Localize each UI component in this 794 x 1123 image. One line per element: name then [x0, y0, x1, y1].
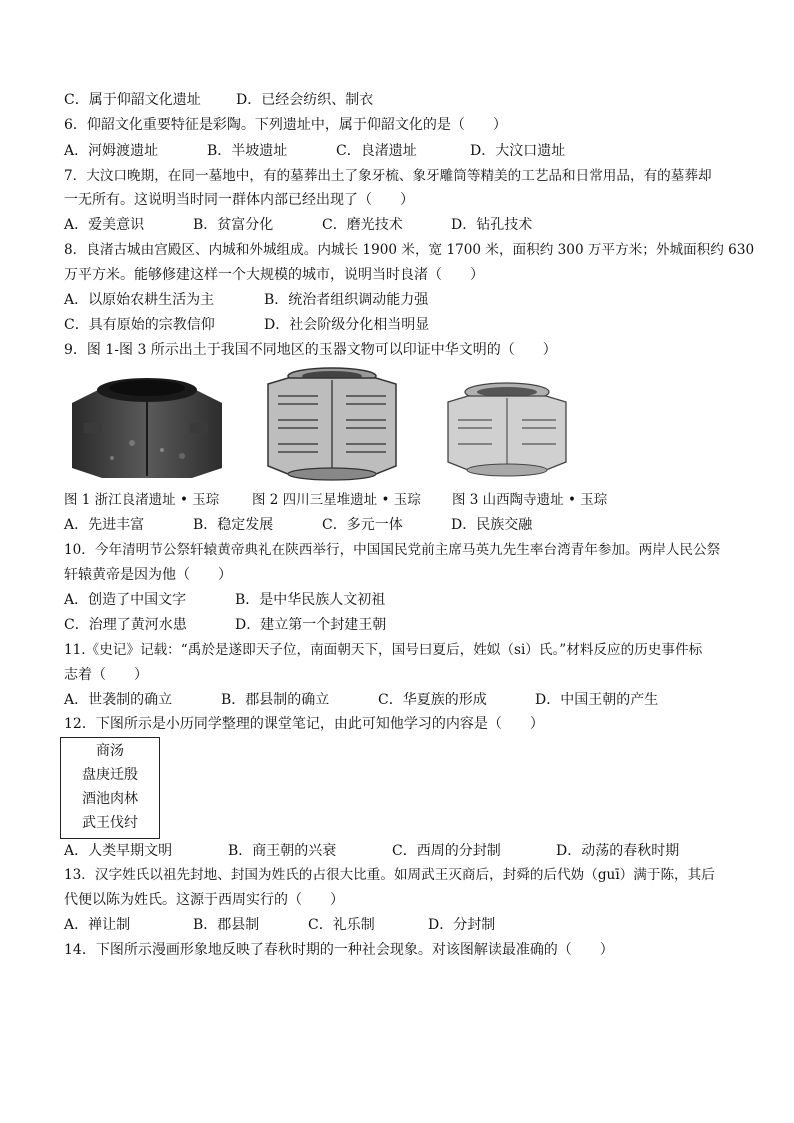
jade-cong-figure-3 [440, 380, 574, 478]
q11-option-c: C．华夏族的形成 [378, 692, 487, 708]
question-6: 6．仰韶文化重要特征是彩陶。下列遗址中，属于仰韶文化的是（ ） [64, 117, 507, 133]
question-12: 12．下图所示是小历同学整理的课堂笔记，由此可知他学习的内容是（ ） [64, 716, 544, 732]
q10-option-d: D．建立第一个封建王朝 [235, 617, 387, 633]
q5-option-c: C．属于仰韶文化遗址 [64, 92, 201, 108]
q12-option-b: B．商王朝的兴衰 [228, 843, 337, 859]
q13-option-b: B．郡县制 [193, 917, 260, 933]
q9-option-c: C．多元一体 [322, 517, 403, 533]
q12-option-d: D．动荡的春秋时期 [556, 843, 680, 859]
q10-option-c: C．治理了黄河水患 [64, 617, 187, 633]
q6-option-a: A．河姆渡遗址 [64, 143, 159, 159]
q13-option-a: A．禅让制 [64, 917, 131, 933]
class-notes-box [60, 737, 160, 839]
q13-option-c: C．礼乐制 [308, 917, 375, 933]
q7-option-a: A．爱美意识 [64, 217, 145, 233]
q10-option-b: B．是中华民族人文初祖 [235, 592, 386, 608]
q12-option-a: A．人类早期文明 [64, 843, 173, 859]
question-10-line-1: 10．今年清明节公祭轩辕黄帝典礼在陕西举行，中国国民党前主席马英九先生率台湾青年参加。两岸人民公祭 [64, 542, 721, 558]
question-11-line-2: 志着（ ） [64, 667, 148, 683]
q7-option-b: B．贫富分化 [193, 217, 274, 233]
q12-option-c: C．西周的分封制 [392, 843, 501, 859]
question-10-line-2: 轩辕黄帝是因为他（ ） [64, 567, 232, 583]
question-9: 9．图 1-图 3 所示出土于我国不同地区的玉器文物可以印证中华文明的（ ） [64, 342, 557, 358]
q9-option-b: B．稳定发展 [193, 517, 274, 533]
question-8-line-1: 8．良渚古城由宫殿区、内城和外城组成。内城长 1900 米，宽 1700 米，面积约 300 万平方米；外城面积约 630 [64, 242, 755, 258]
question-7-line-1: 7．大汶口晚期，在同一墓地中，有的墓葬出土了象牙梳、象牙雕筒等精美的工艺品和日常用品，有的墓葬却 [64, 168, 712, 184]
q11-option-a: A．世袭制的确立 [64, 692, 173, 708]
q13-option-d: D．分封制 [428, 917, 496, 933]
question-8-line-2: 万平方米。能够修建这样一个大规模的城市，说明当时良渚（ ） [64, 267, 484, 283]
figure-1-caption: 图 1 浙江良渚遗址 • 玉琮 [64, 492, 220, 508]
figure-3-caption: 图 3 山西陶寺遗址 • 玉琮 [452, 492, 608, 508]
note-line-4: 武王伐纣 [82, 815, 138, 831]
q6-option-c: C．良渚遗址 [336, 143, 417, 159]
q7-option-d: D．钻孔技术 [451, 217, 533, 233]
q5-option-d: D．已经会纺织、制衣 [236, 92, 374, 108]
q8-option-a: A．以原始农耕生活为主 [64, 292, 215, 308]
q8-option-c: C．具有原始的宗教信仰 [64, 317, 215, 333]
figure-2-caption: 图 2 四川三星堆遗址 • 玉琮 [252, 492, 421, 508]
jade-cong-figure-2 [258, 366, 406, 482]
q6-option-b: B．半坡遗址 [207, 143, 288, 159]
q6-option-d: D．大汶口遗址 [470, 143, 566, 159]
q11-option-d: D．中国王朝的产生 [535, 692, 659, 708]
q11-option-b: B．郡县制的确立 [221, 692, 330, 708]
question-14: 14．下图所示漫画形象地反映了春秋时期的一种社会现象。对该图解读最准确的（ ） [64, 942, 614, 958]
question-11-line-1: 11.《史记》记载：“禹於是遂即天子位，南面朝天下，国号曰夏后，姓姒（si）氏。”材料反应的历史事件标 [64, 642, 703, 658]
q9-option-a: A．先进丰富 [64, 517, 145, 533]
q9-option-d: D．民族交融 [451, 517, 533, 533]
q10-option-a: A．创造了中国文字 [64, 592, 187, 608]
note-line-3: 酒池肉林 [82, 791, 138, 807]
q8-option-d: D．社会阶级分化相当明显 [264, 317, 430, 333]
question-7-line-2: 一无所有。这说明当时同一群体内部已经出现了（ ） [64, 192, 414, 208]
question-13-line-1: 13．汉字姓氏以祖先封地、封国为姓氏的占很大比重。如周武王灭商后，封舜的后代妫（guī）满于陈，其后 [64, 867, 715, 883]
note-line-1: 商汤 [96, 743, 124, 759]
jade-cong-figure-1 [62, 368, 232, 480]
q8-option-b: B．统治者组织调动能力强 [264, 292, 429, 308]
question-13-line-2: 代便以陈为姓氏。这源于西周实行的（ ） [64, 892, 344, 908]
note-line-2: 盘庚迁殷 [82, 767, 138, 783]
q7-option-c: C．磨光技术 [322, 217, 403, 233]
